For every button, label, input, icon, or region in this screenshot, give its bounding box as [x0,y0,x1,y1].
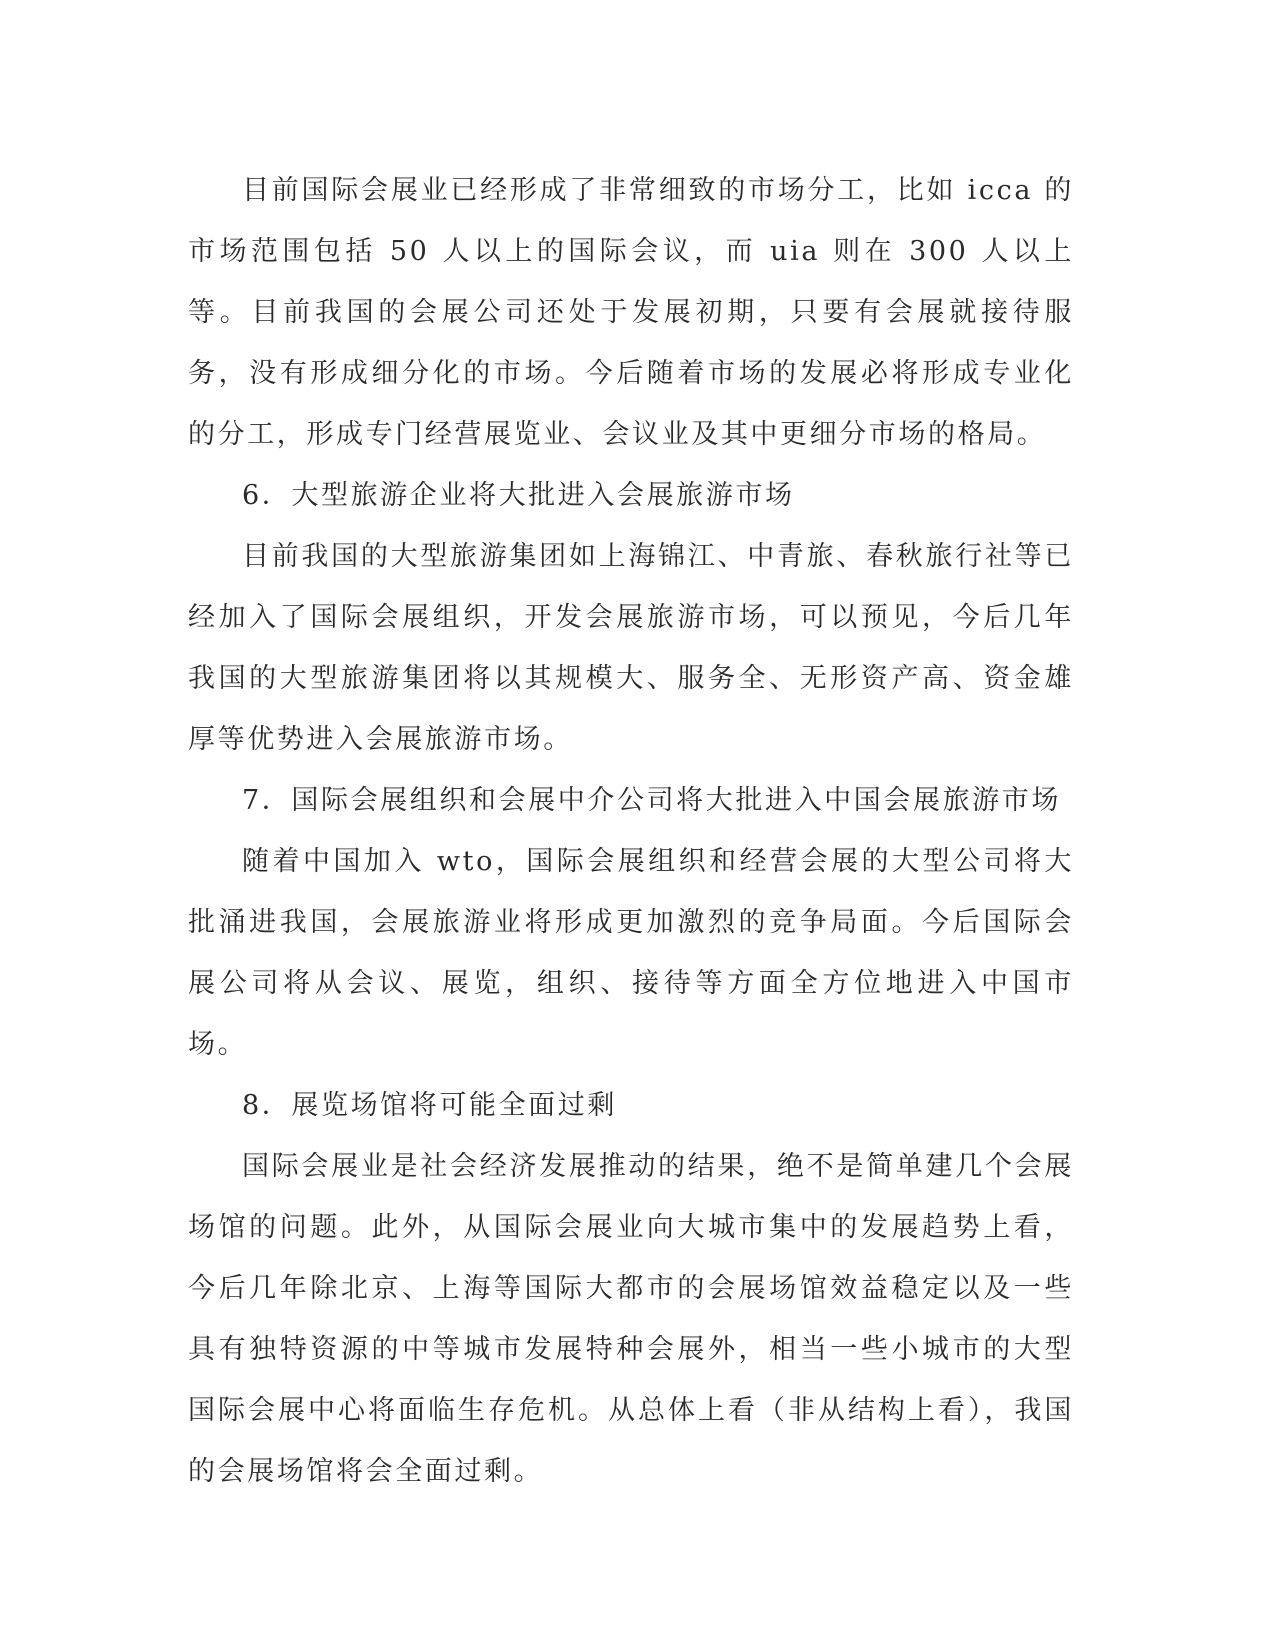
section-heading-6: 6．大型旅游企业将大批进入会展旅游市场 [242,480,795,511]
paragraph-venue-surplus: 国际会展业是社会经济发展推动的结果，绝不是简单建几个会展场馆的问题。此外，从国际会展业向大城市集中的发展趋势上看，今后几年除北京、上海等国际大都市的会展场馆效益稳定以及一些具有独特资源的中等城市发展特种会展外，相当一些小城市的大型国际会展中心将面临生存危机。从总体上看（非从结构上看），我国的会展场馆将会全面过剩。 [188,1151,1074,1487]
paragraph-tourism-groups: 目前我国的大型旅游集团如上海锦江、中青旅、春秋旅行社等已经加入了国际会展组织，开发会展旅游市场，可以预见，今后几年我国的大型旅游集团将以其规模大、服务全、无形资产高、资金雄厚等优势进入会展旅游市场。 [188,541,1074,755]
paragraph-market-division: 目前国际会展业已经形成了非常细致的市场分工，比如 icca 的市场范围包括 50 人以上的国际会议，而 uia 则在 300 人以上等。目前我国的会展公司还处于发展初期，只要有会展就接待服务，没有形成细分化的市场。今后随着市场的发展必将形成专业化的分工，形成专门经营展览业、会议业及其中更细分市场的格局。 [188,175,1074,450]
document-body [188,160,1074,1502]
section-heading-8: 8．展览场馆将可能全面过剩 [242,1090,617,1121]
paragraph-wto-competition: 随着中国加入 wto，国际会展组织和经营会展的大型公司将大批涌进我国，会展旅游业将形成更加激烈的竞争局面。今后国际会展公司将从会议、展览，组织、接待等方面全方位地进入中国市场。 [188,846,1074,1060]
section-heading-7: 7．国际会展组织和会展中介公司将大批进入中国会展旅游市场 [242,785,1061,816]
